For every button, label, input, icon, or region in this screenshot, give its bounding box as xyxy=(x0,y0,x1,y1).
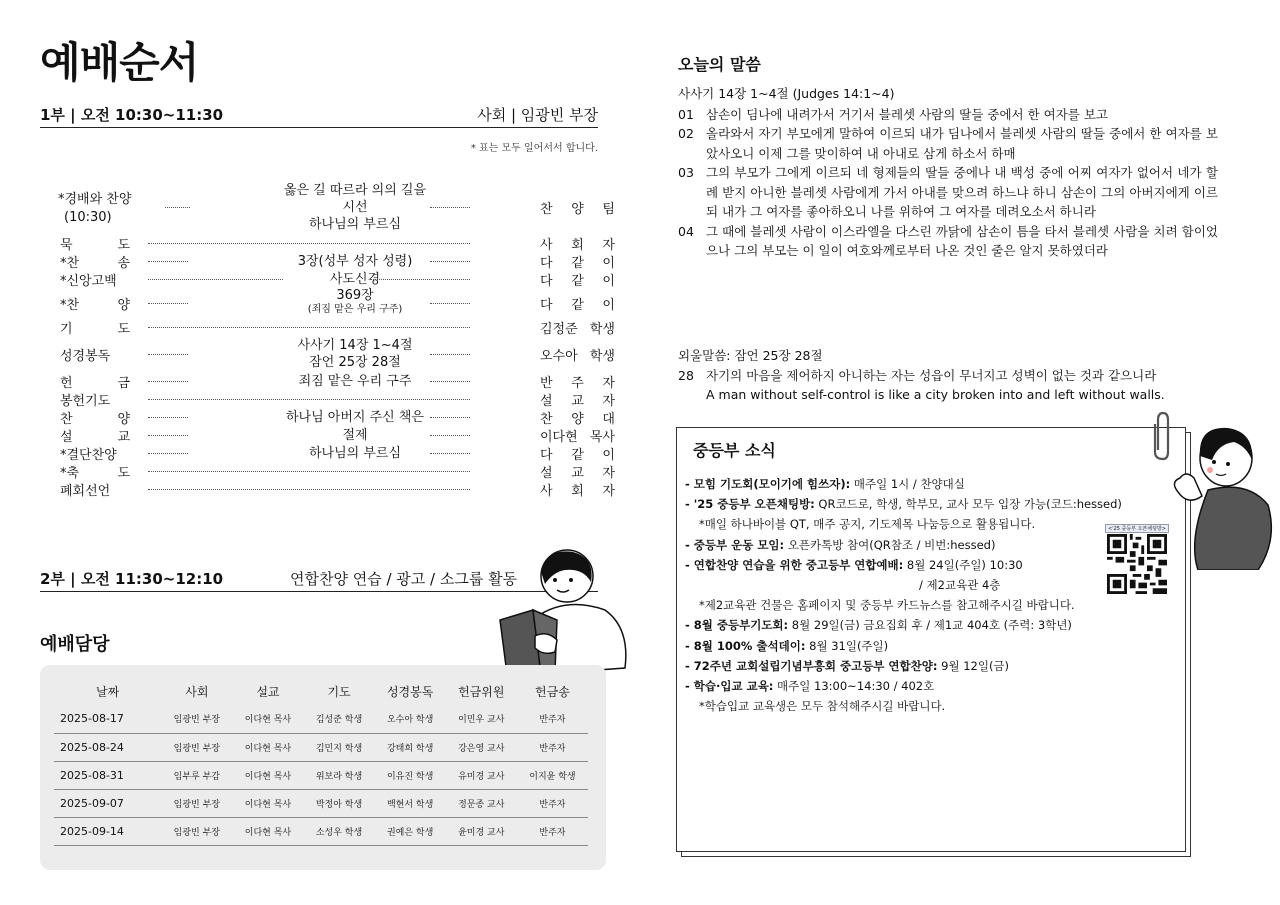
order-content-line: 죄짐 맡은 우리 구주 xyxy=(298,373,412,389)
news-item xyxy=(685,535,1180,555)
news-list xyxy=(685,474,1180,716)
staff-cell: 권예은 학생 xyxy=(375,817,446,845)
verse-text: 삼손이 딤나에 내려가서 거기서 블레셋 사람의 딸들 중에서 한 여자를 보고 xyxy=(706,106,1108,122)
news-item xyxy=(685,656,1180,676)
staff-cell: 임광빈 부장 xyxy=(161,733,232,761)
scripture xyxy=(678,84,1218,261)
verse xyxy=(678,163,1218,222)
staff-header-cell: 헌금위원 xyxy=(458,684,505,699)
order-row xyxy=(40,390,615,409)
news-item-text: *학습입교 교육생은 모두 참석해주시길 바랍니다. xyxy=(699,699,946,714)
staff-cell: 이민우 교사 xyxy=(446,705,517,733)
staff-cell: 김성준 학생 xyxy=(303,705,374,733)
news-item-text: / 제2교육관 4층 xyxy=(919,578,1001,593)
staff-cell: 이다현 목사 xyxy=(232,761,303,789)
order-item: *찬 양 xyxy=(60,298,130,313)
order-item: *결단찬양 xyxy=(60,448,117,463)
staff-cell: 이다현 목사 xyxy=(232,817,303,845)
news-item-heading: - 8월 중등부기도회: xyxy=(685,618,789,633)
verse xyxy=(678,124,1218,163)
staff-table xyxy=(54,677,588,846)
part2-desc: 연합찬양 연습 / 광고 / 소그룹 활동 xyxy=(290,570,518,588)
order-item: 기 도 xyxy=(60,322,130,337)
news-item-heading: - 72주년 교회설립기념부흥회 중고등부 연합찬양: xyxy=(685,658,938,673)
staff-cell: 임광빈 부장 xyxy=(161,705,232,733)
order-item-time: (10:30) xyxy=(64,210,112,225)
order-content-sub: (죄짐 맡은 우리 구주) xyxy=(307,304,403,315)
staff-cell: 2025-09-07 xyxy=(54,789,161,817)
news-item-heading: - 연합찬양 연습을 위한 중고등부 연합예배: xyxy=(685,557,904,572)
news-item-text: 9월 12일(금) xyxy=(937,658,1010,673)
order-item: *찬 송 xyxy=(60,256,130,271)
staff-cell: 유미경 교사 xyxy=(446,761,517,789)
news-item-text: *제2교육관 건물은 홈페이지 및 중등부 카드뉴스를 참고해주시길 바랍니다. xyxy=(699,598,1075,613)
order-row xyxy=(40,408,615,427)
dotted-leader xyxy=(148,489,470,490)
staff-row xyxy=(54,789,588,817)
news-box xyxy=(676,427,1186,852)
staff-header-cell: 헌금송 xyxy=(535,684,570,699)
staff-cell: 백현서 학생 xyxy=(375,789,446,817)
dotted-leader xyxy=(430,453,470,454)
verse xyxy=(678,105,1218,125)
order-content-line: 사도신경 xyxy=(329,271,381,287)
staff-cell: 임광빈 부장 xyxy=(161,817,232,845)
memory-verse xyxy=(678,346,1218,405)
staff-header-cell: 설교 xyxy=(256,684,280,699)
dotted-leader xyxy=(165,207,190,208)
page-title: 예배순서 xyxy=(40,38,199,87)
news-item-text: QR코드로, 학생, 학부모, 교사 모두 입장 가능(코드:hessed) xyxy=(814,497,1122,512)
staff-cell: 반주자 xyxy=(517,733,588,761)
order-leader: 다 같 이 xyxy=(540,274,615,289)
staff-cell: 강은영 교사 xyxy=(446,733,517,761)
staff-cell: 이다현 목사 xyxy=(232,789,303,817)
news-item-text: 8월 31일(주일) xyxy=(805,638,889,653)
staff-cell: 윤미경 교사 xyxy=(446,817,517,845)
part1-title: 1부 | 오전 10:30~11:30 xyxy=(40,106,224,124)
staff-row xyxy=(54,761,588,789)
order-content-line: 하나님의 부르심 xyxy=(308,216,402,232)
news-item-text: *매일 하나바이블 QT, 매주 공지, 기도제목 나눔등으로 활용됩니다. xyxy=(699,517,1036,532)
dotted-leader xyxy=(370,279,470,280)
staff-cell: 반주자 xyxy=(517,789,588,817)
dotted-leader xyxy=(148,354,188,355)
staff-cell: 2025-09-14 xyxy=(54,817,161,845)
order-row xyxy=(40,462,615,481)
part1-host: 사회 | 임광빈 부장 xyxy=(477,106,598,124)
staff-cell: 2025-08-17 xyxy=(54,705,161,733)
dotted-leader xyxy=(148,471,470,472)
order-item: 폐회선언 xyxy=(60,484,111,499)
order-leader: 설 교 자 xyxy=(540,466,615,481)
verse-text: 그의 부모가 그에게 이르되 네 형제들의 딸들 중에나 내 백성 중에 어찌 여자가 없어서 네가 할례 받지 아니한 블레셋 사람에게 가서 아내를 맞으려 하느냐 하니 삼손이 그의 아버지에게 이르되 내가 그 여자를 좋아하오니 나를 위하여 그 여자를 데려오소서 하니라 xyxy=(706,165,1218,219)
verse-num: 04 xyxy=(678,223,694,239)
verse-num: 02 xyxy=(678,126,694,141)
staff-cell: 소성우 학생 xyxy=(303,817,374,845)
part2-title: 2부 | 오전 11:30~12:10 xyxy=(40,570,224,588)
order-leader: 오수아 학생 xyxy=(540,349,615,364)
order-leader: 다 같 이 xyxy=(540,298,615,313)
news-item xyxy=(685,595,1180,615)
staff-header-cell: 날짜 xyxy=(96,684,120,699)
dotted-leader xyxy=(430,435,470,436)
order-item: 봉헌기도 xyxy=(60,394,111,409)
memory-verse-ko xyxy=(678,366,1218,386)
news-item xyxy=(685,494,1180,514)
news-item xyxy=(685,676,1180,696)
news-title: 중등부 소식 xyxy=(693,441,776,460)
reading-boy-illustration xyxy=(495,548,630,680)
dotted-leader xyxy=(148,399,470,400)
order-item: 설 교 xyxy=(60,430,130,445)
part1-header xyxy=(40,104,598,128)
news-item xyxy=(685,615,1180,635)
staff-header-cell: 성경봉독 xyxy=(386,684,434,699)
staff-cell: 박정아 학생 xyxy=(303,789,374,817)
staff-cell: 반주자 xyxy=(517,817,588,845)
news-item-heading: - 중등부 운동 모임: xyxy=(685,537,785,552)
order-item: *축 도 xyxy=(60,466,130,481)
order-row xyxy=(40,444,615,463)
order-content-line: 369장 xyxy=(336,288,374,303)
dotted-leader xyxy=(430,354,470,355)
staff-row xyxy=(54,705,588,733)
order-item: 찬 양 xyxy=(60,412,130,427)
staff-cell: 2025-08-31 xyxy=(54,761,161,789)
order-row xyxy=(40,252,615,271)
order-content-line: 3장(성부 성자 성령) xyxy=(297,253,413,269)
order-content-line: 하나님 아버지 주신 책은 xyxy=(286,409,424,425)
staff-cell: 이유진 학생 xyxy=(375,761,446,789)
order-item: 성경봉독 xyxy=(60,349,111,364)
qr-code-icon[interactable] xyxy=(1107,532,1167,596)
news-item xyxy=(685,555,1180,575)
dotted-leader xyxy=(430,261,470,262)
order-item: 묵 도 xyxy=(60,238,130,253)
memory-title: 외울말씀: 잠언 25장 28절 xyxy=(678,348,823,363)
word-title: 오늘의 말씀 xyxy=(678,55,761,74)
news-item xyxy=(685,474,1180,494)
worship-order xyxy=(40,180,615,499)
staff-header-cell: 사회 xyxy=(185,684,209,699)
verse-text: 그 때에 블레셋 사람이 이스라엘을 다스린 까닭에 삼손이 틈을 타서 블레셋 사람을 치려 함이었으나 그의 부모는 이 일이 여호와께로부터 나온 것인 줄은 알지 못하였더라 xyxy=(706,223,1218,258)
order-row xyxy=(40,288,615,318)
scripture-reference: 사사기 14장 1~4절 (Judges 14:1~4) xyxy=(678,86,895,101)
order-row xyxy=(40,318,615,337)
order-content-line: 사사기 14장 1~4절 xyxy=(297,338,413,353)
order-leader: 찬 양 대 xyxy=(540,412,615,427)
dotted-leader xyxy=(148,417,188,418)
news-item xyxy=(685,636,1180,656)
staff-cell: 임광빈 부장 xyxy=(161,789,232,817)
verse-num: 03 xyxy=(678,165,694,180)
peeking-character-illustration xyxy=(1168,420,1280,570)
dotted-leader xyxy=(148,435,188,436)
dotted-leader xyxy=(430,207,470,208)
memory-verse-en: A man without self-control is like a city broken into and left without walls. xyxy=(706,387,1165,402)
memory-num: 28 xyxy=(678,367,694,383)
order-row xyxy=(40,372,615,391)
dotted-leader xyxy=(148,453,188,454)
staff-cell: 위보라 학생 xyxy=(303,761,374,789)
order-content-line: 옳은 길 따르라 의의 길을 xyxy=(283,182,427,198)
dotted-leader xyxy=(148,261,188,262)
staff-cell: 이다현 목사 xyxy=(232,733,303,761)
staff-cell: 이다현 목사 xyxy=(232,705,303,733)
order-content-line: 시선 xyxy=(342,199,368,215)
order-item: *경배와 찬양 xyxy=(58,192,132,207)
order-row xyxy=(40,270,615,289)
news-item-text: 오픈카톡방 참여(QR참조 / 비번:hessed) xyxy=(784,537,996,552)
order-leader: 반 주 자 xyxy=(540,376,615,391)
order-leader: 찬 양 팀 xyxy=(540,202,615,217)
order-row xyxy=(40,426,615,445)
dotted-leader xyxy=(148,303,188,304)
news-item-heading: - 학습·입교 교육: xyxy=(685,679,774,694)
order-item: *신앙고백 xyxy=(60,274,117,289)
order-item: 헌 금 xyxy=(60,376,130,391)
news-item-text: 8월 29일(금) 금요집회 후 / 제1교 404호 (주력: 3학년) xyxy=(788,618,1072,633)
staff-cell: 김민지 학생 xyxy=(303,733,374,761)
dotted-leader xyxy=(430,303,470,304)
staff-title: 예배담당 xyxy=(40,634,110,655)
staff-cell: 강태희 학생 xyxy=(375,733,446,761)
dotted-leader xyxy=(148,381,188,382)
news-item-heading: - '25 중등부 오픈채팅방: xyxy=(685,497,815,512)
order-content-line: 절제 xyxy=(342,427,368,443)
staff-box xyxy=(40,665,606,870)
order-leader: 이다현 목사 xyxy=(540,430,615,445)
staff-cell: 오수아 학생 xyxy=(375,705,446,733)
dotted-leader xyxy=(148,327,470,328)
order-row xyxy=(40,234,615,253)
order-content-line: 하나님의 부르심 xyxy=(308,445,402,461)
memory-text: 자기의 마음을 제어하지 아니하는 자는 성읍이 무너지고 성벽이 없는 것과 같으니라 xyxy=(706,367,1157,383)
news-item xyxy=(685,575,1180,595)
stand-note: * 표는 모두 일어서서 합니다. xyxy=(470,143,598,154)
order-leader: 다 같 이 xyxy=(540,256,615,271)
staff-row xyxy=(54,733,588,761)
news-item-heading: - 모힘 기도회(모이기에 힘쓰자): xyxy=(685,477,851,491)
verse-text: 올라와서 자기 부모에게 말하여 이르되 내가 딤나에서 블레셋 사람의 딸들 중에서 한 여자를 보았사오니 이제 그를 맞이하여 내 아내로 삼게 하소서 하매 xyxy=(706,126,1218,161)
staff-cell: 임부루 부감 xyxy=(161,761,232,789)
order-row xyxy=(40,180,615,234)
dotted-leader xyxy=(430,417,470,418)
order-leader: 사 회 자 xyxy=(540,238,615,253)
news-item xyxy=(685,696,1180,716)
staff-header-cell: 기도 xyxy=(327,684,351,699)
staff-cell: 정문종 교사 xyxy=(446,789,517,817)
order-row xyxy=(40,336,615,372)
news-item-text: 매주일 13:00~14:30 / 402호 xyxy=(773,679,935,694)
qr-label: <'25 중등부 오픈채팅방> xyxy=(1105,524,1169,533)
staff-cell: 반주자 xyxy=(517,705,588,733)
news-item-text: 매주일 1시 / 찬양대실 xyxy=(850,477,965,491)
staff-cell: 이지윤 학생 xyxy=(517,761,588,789)
order-leader: 사 회 자 xyxy=(540,484,615,499)
news-item-text: 8월 24일(주일) 10:30 xyxy=(903,557,1023,572)
order-leader: 김정준 학생 xyxy=(540,322,615,337)
dotted-leader xyxy=(430,381,470,382)
verse-num: 01 xyxy=(678,106,694,122)
order-row xyxy=(40,480,615,499)
news-item-heading: - 8월 100% 출석데이: xyxy=(685,638,806,653)
order-content-line: 잠언 25장 28절 xyxy=(309,355,401,370)
order-leader: 설 교 자 xyxy=(540,394,615,409)
order-leader: 다 같 이 xyxy=(540,448,615,463)
staff-cell: 2025-08-24 xyxy=(54,733,161,761)
staff-row xyxy=(54,817,588,845)
dotted-leader xyxy=(148,243,470,244)
verse xyxy=(678,222,1218,261)
dotted-leader xyxy=(148,279,283,280)
